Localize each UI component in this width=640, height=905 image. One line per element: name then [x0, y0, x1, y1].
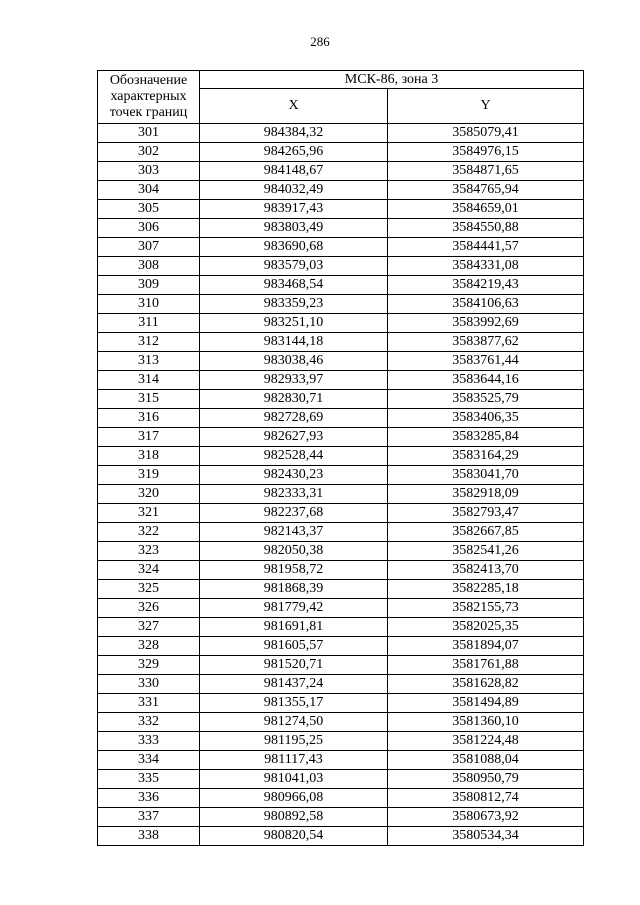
y-cell: 3583761,44 — [388, 352, 584, 371]
y-cell: 3583041,70 — [388, 466, 584, 485]
y-cell: 3581360,10 — [388, 713, 584, 732]
x-cell: 981779,42 — [200, 599, 388, 618]
y-cell: 3584106,63 — [388, 295, 584, 314]
y-cell: 3581494,89 — [388, 694, 584, 713]
point-cell: 310 — [98, 295, 200, 314]
y-cell: 3585079,41 — [388, 124, 584, 143]
point-cell: 305 — [98, 200, 200, 219]
table-row — [98, 637, 584, 656]
point-cell: 326 — [98, 599, 200, 618]
y-cell: 3583644,16 — [388, 371, 584, 390]
table-row — [98, 447, 584, 466]
point-header-line-3: точек границ — [109, 105, 188, 120]
y-cell: 3584331,08 — [388, 257, 584, 276]
point-cell: 335 — [98, 770, 200, 789]
table-row — [98, 257, 584, 276]
point-cell: 321 — [98, 504, 200, 523]
y-cell: 3581894,07 — [388, 637, 584, 656]
coordinates-table — [97, 70, 584, 846]
table-row — [98, 561, 584, 580]
table-row — [98, 143, 584, 162]
table-row — [98, 580, 584, 599]
x-cell: 983690,68 — [200, 238, 388, 257]
x-cell: 982627,93 — [200, 428, 388, 447]
point-cell: 333 — [98, 732, 200, 751]
table-row — [98, 485, 584, 504]
table-row — [98, 295, 584, 314]
y-cell: 3582285,18 — [388, 580, 584, 599]
x-cell: 981868,39 — [200, 580, 388, 599]
x-cell: 982333,31 — [200, 485, 388, 504]
x-cell: 981958,72 — [200, 561, 388, 580]
point-cell: 327 — [98, 618, 200, 637]
point-cell: 312 — [98, 333, 200, 352]
y-column-header: Y — [388, 89, 584, 124]
x-cell: 982050,38 — [200, 542, 388, 561]
point-cell: 315 — [98, 390, 200, 409]
y-cell: 3582155,73 — [388, 599, 584, 618]
x-cell: 981605,57 — [200, 637, 388, 656]
x-cell: 981041,03 — [200, 770, 388, 789]
x-cell: 984384,32 — [200, 124, 388, 143]
table-row — [98, 694, 584, 713]
table-row — [98, 523, 584, 542]
x-cell: 980820,54 — [200, 827, 388, 846]
table-row — [98, 314, 584, 333]
table-row — [98, 618, 584, 637]
table-body — [98, 124, 584, 846]
point-cell: 336 — [98, 789, 200, 808]
y-cell: 3581088,04 — [388, 751, 584, 770]
point-cell: 320 — [98, 485, 200, 504]
x-cell: 981520,71 — [200, 656, 388, 675]
table-row — [98, 656, 584, 675]
point-cell: 319 — [98, 466, 200, 485]
y-cell: 3584550,88 — [388, 219, 584, 238]
point-cell: 309 — [98, 276, 200, 295]
table-row — [98, 713, 584, 732]
point-cell: 316 — [98, 409, 200, 428]
point-cell: 303 — [98, 162, 200, 181]
x-cell: 983917,43 — [200, 200, 388, 219]
x-cell: 981117,43 — [200, 751, 388, 770]
y-cell: 3580812,74 — [388, 789, 584, 808]
y-cell: 3584441,57 — [388, 238, 584, 257]
y-cell: 3583285,84 — [388, 428, 584, 447]
table-row — [98, 808, 584, 827]
point-cell: 332 — [98, 713, 200, 732]
y-cell: 3580950,79 — [388, 770, 584, 789]
x-cell: 980892,58 — [200, 808, 388, 827]
point-cell: 337 — [98, 808, 200, 827]
y-cell: 3582541,26 — [388, 542, 584, 561]
table-row — [98, 124, 584, 143]
x-cell: 982830,71 — [200, 390, 388, 409]
x-cell: 982728,69 — [200, 409, 388, 428]
y-cell: 3580673,92 — [388, 808, 584, 827]
point-cell: 318 — [98, 447, 200, 466]
y-cell: 3581761,88 — [388, 656, 584, 675]
table-row — [98, 352, 584, 371]
y-cell: 3582025,35 — [388, 618, 584, 637]
table-row — [98, 333, 584, 352]
y-cell: 3583877,62 — [388, 333, 584, 352]
y-cell: 3584765,94 — [388, 181, 584, 200]
y-cell: 3581628,82 — [388, 675, 584, 694]
y-cell: 3583406,35 — [388, 409, 584, 428]
table-row — [98, 751, 584, 770]
table-row — [98, 770, 584, 789]
table-row — [98, 428, 584, 447]
y-cell: 3582667,85 — [388, 523, 584, 542]
x-cell: 983468,54 — [200, 276, 388, 295]
point-cell: 338 — [98, 827, 200, 846]
point-cell: 330 — [98, 675, 200, 694]
y-cell: 3580534,34 — [388, 827, 584, 846]
point-cell: 308 — [98, 257, 200, 276]
x-cell: 981355,17 — [200, 694, 388, 713]
x-cell: 982430,23 — [200, 466, 388, 485]
x-cell: 981195,25 — [200, 732, 388, 751]
point-cell: 306 — [98, 219, 200, 238]
table-header — [98, 71, 584, 124]
x-cell: 983038,46 — [200, 352, 388, 371]
x-cell: 981691,81 — [200, 618, 388, 637]
y-cell: 3584659,01 — [388, 200, 584, 219]
point-cell: 325 — [98, 580, 200, 599]
y-cell: 3582793,47 — [388, 504, 584, 523]
x-cell: 984265,96 — [200, 143, 388, 162]
x-cell: 981274,50 — [200, 713, 388, 732]
x-cell: 983803,49 — [200, 219, 388, 238]
x-cell: 983251,10 — [200, 314, 388, 333]
x-cell: 983359,23 — [200, 295, 388, 314]
y-cell: 3582413,70 — [388, 561, 584, 580]
table-row — [98, 675, 584, 694]
point-cell: 323 — [98, 542, 200, 561]
point-cell: 313 — [98, 352, 200, 371]
y-cell: 3584976,15 — [388, 143, 584, 162]
x-cell: 980966,08 — [200, 789, 388, 808]
point-cell: 301 — [98, 124, 200, 143]
point-cell: 311 — [98, 314, 200, 333]
y-cell: 3584871,65 — [388, 162, 584, 181]
point-cell: 317 — [98, 428, 200, 447]
table-row — [98, 789, 584, 808]
table-row — [98, 181, 584, 200]
point-cell: 334 — [98, 751, 200, 770]
point-cell: 324 — [98, 561, 200, 580]
table-row — [98, 371, 584, 390]
x-cell: 982237,68 — [200, 504, 388, 523]
point-cell: 314 — [98, 371, 200, 390]
point-cell: 329 — [98, 656, 200, 675]
table-row — [98, 542, 584, 561]
table-row — [98, 732, 584, 751]
x-column-header: X — [200, 89, 388, 124]
table-row — [98, 238, 584, 257]
table-row — [98, 219, 584, 238]
x-cell: 982143,37 — [200, 523, 388, 542]
y-cell: 3582918,09 — [388, 485, 584, 504]
point-cell: 302 — [98, 143, 200, 162]
table-row — [98, 599, 584, 618]
x-cell: 982933,97 — [200, 371, 388, 390]
point-cell: 331 — [98, 694, 200, 713]
point-cell: 307 — [98, 238, 200, 257]
x-cell: 981437,24 — [200, 675, 388, 694]
point-cell: 328 — [98, 637, 200, 656]
table-row — [98, 827, 584, 846]
point-cell: 322 — [98, 523, 200, 542]
y-cell: 3583525,79 — [388, 390, 584, 409]
x-cell: 983144,18 — [200, 333, 388, 352]
x-cell: 982528,44 — [200, 447, 388, 466]
x-cell: 984148,67 — [200, 162, 388, 181]
y-cell: 3583992,69 — [388, 314, 584, 333]
point-designation-header — [98, 71, 200, 124]
table-row — [98, 200, 584, 219]
y-cell: 3584219,43 — [388, 276, 584, 295]
table-row — [98, 276, 584, 295]
x-cell: 984032,49 — [200, 181, 388, 200]
y-cell: 3581224,48 — [388, 732, 584, 751]
page-number: 286 — [310, 34, 330, 49]
table-row — [98, 409, 584, 428]
table-row — [98, 504, 584, 523]
table-row — [98, 390, 584, 409]
x-cell: 983579,03 — [200, 257, 388, 276]
coordinate-system-header: МСК-86, зона 3 — [200, 71, 584, 89]
y-cell: 3583164,29 — [388, 447, 584, 466]
table-row — [98, 162, 584, 181]
point-cell: 304 — [98, 181, 200, 200]
point-header-line-1: Обозначение — [109, 73, 188, 88]
table-row — [98, 466, 584, 485]
point-header-line-2: характерных — [110, 89, 187, 104]
